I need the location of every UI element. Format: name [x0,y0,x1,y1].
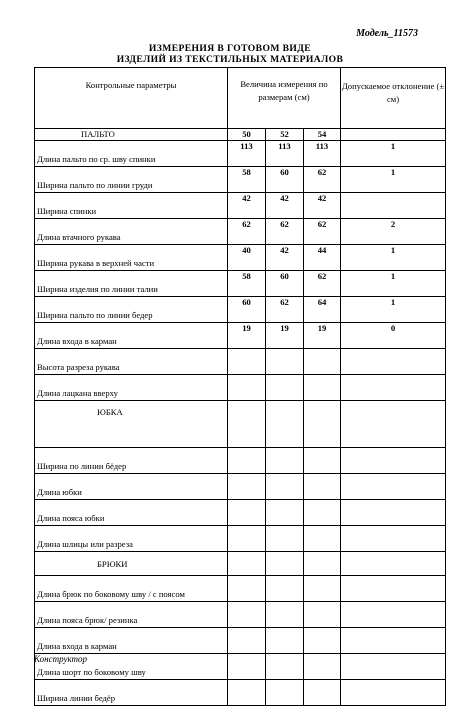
size-value-cell [266,448,304,474]
size-value-cell [304,448,341,474]
empty-cell [304,552,341,576]
size-value-cell [228,349,266,375]
tolerance-cell [341,349,446,375]
document-subtitle: ИЗДЕЛИЙ ИЗ ТЕКСТИЛЬНЫХ МАТЕРИАЛОВ [116,54,344,65]
tolerance-cell [341,680,446,706]
size-value-cell: 64 [304,297,341,323]
header-sizes: Величина измерения по размерам (см) [228,68,341,129]
row-label: Ширина пальто по линии груди [35,167,228,193]
size-value-cell: 113 [304,141,341,167]
tolerance-cell: 1 [341,297,446,323]
tolerance-cell [341,602,446,628]
trousers-section-label: БРЮКИ [35,552,228,576]
row-label: Длина юбки [35,474,228,500]
size-value-cell [304,654,341,680]
tolerance-cell [341,628,446,654]
size-value-cell [228,680,266,706]
table-row [35,654,446,680]
size-value-cell: 42 [228,193,266,219]
table-row [35,500,446,526]
row-label: Длина лацкана вверху [35,375,228,401]
row-label: Ширина по линии бёдер [35,448,228,474]
table-row [35,526,446,552]
model-number: Модель_11573 [356,28,418,39]
trousers-section-row [35,552,446,576]
empty-cell [266,401,304,448]
size-value-cell: 58 [228,167,266,193]
size-cell: 54 [304,129,341,141]
tolerance-cell [341,474,446,500]
tolerance-cell [341,500,446,526]
size-cell: 50 [228,129,266,141]
size-value-cell [228,474,266,500]
size-value-cell: 62 [304,271,341,297]
tolerance-cell: 1 [341,245,446,271]
tolerance-cell: 2 [341,219,446,245]
size-value-cell [304,628,341,654]
coat-size-row [35,129,446,141]
size-value-cell: 42 [266,193,304,219]
row-label: Ширина пальто по линии бедер [35,297,228,323]
empty-cell [228,401,266,448]
row-label: Высота разреза рукава [35,349,228,375]
size-value-cell: 42 [266,245,304,271]
size-value-cell [304,500,341,526]
size-value-cell [304,680,341,706]
tolerance-cell [341,526,446,552]
size-value-cell: 113 [228,141,266,167]
row-label: Ширина рукава в верхней части [35,245,228,271]
row-label: Длина входа в карман [35,628,228,654]
size-value-cell [266,474,304,500]
row-label: Длина втачного рукава [35,219,228,245]
empty-cell [341,552,446,576]
table-row [35,167,446,193]
size-value-cell [228,500,266,526]
size-value-cell [304,602,341,628]
size-value-cell [228,576,266,602]
size-value-cell: 44 [304,245,341,271]
size-value-cell [266,680,304,706]
size-value-cell: 19 [228,323,266,349]
empty-cell [304,401,341,448]
table-header [35,68,446,129]
tolerance-cell [341,193,446,219]
size-value-cell [266,375,304,401]
table-row [35,323,446,349]
table-row [35,375,446,401]
header-tolerance: Допускаемое отклонение (± см) [341,68,446,129]
size-value-cell [266,602,304,628]
size-value-cell: 62 [266,297,304,323]
tolerance-cell: 1 [341,271,446,297]
tolerance-cell: 1 [341,141,446,167]
tolerance-cell: 0 [341,323,446,349]
skirt-section-row [35,401,446,448]
size-value-cell [266,500,304,526]
table-row [35,245,446,271]
measurements-table [34,67,446,706]
size-value-cell [228,448,266,474]
size-value-cell [228,526,266,552]
size-value-cell [228,654,266,680]
size-value-cell [228,602,266,628]
size-value-cell [304,526,341,552]
table-row [35,349,446,375]
header-params: Контрольные параметры [35,68,228,129]
size-value-cell: 60 [266,271,304,297]
size-cell: 52 [266,129,304,141]
size-value-cell [266,526,304,552]
size-value-cell [228,628,266,654]
tolerance-cell [341,576,446,602]
table-row [35,576,446,602]
table-row [35,628,446,654]
skirt-section-label: ЮБКА [35,401,228,448]
size-value-cell [304,349,341,375]
table-row [35,680,446,706]
row-label: Длина шорт по боковому шву [35,654,228,680]
size-value-cell: 60 [266,167,304,193]
empty-cell [341,401,446,448]
tolerance-cell [341,448,446,474]
tolerance-cell: 1 [341,167,446,193]
coat-section-label: ПАЛЬТО [35,129,228,141]
size-value-cell [266,628,304,654]
row-label: Ширина спинки [35,193,228,219]
row-label: Ширина изделия по линии талии [35,271,228,297]
size-value-cell: 62 [304,219,341,245]
size-value-cell: 62 [266,219,304,245]
table-row [35,193,446,219]
size-value-cell [304,474,341,500]
table-row [35,448,446,474]
size-value-cell [304,576,341,602]
size-value-cell: 113 [266,141,304,167]
row-label: Длина брюк по боковому шву / с поясом [35,576,228,602]
table-row [35,474,446,500]
size-value-cell: 19 [304,323,341,349]
size-value-cell: 60 [228,297,266,323]
row-label: Длина шлицы или разреза [35,526,228,552]
size-cell [341,129,446,141]
size-value-cell: 19 [266,323,304,349]
empty-cell [228,552,266,576]
row-label: Ширина линии бедёр [35,680,228,706]
size-value-cell [266,349,304,375]
document-title: ИЗМЕРЕНИЯ В ГОТОВОМ ВИДЕ [148,43,312,54]
size-value-cell [266,576,304,602]
row-label: Длина входа в карман [35,323,228,349]
table-row [35,297,446,323]
size-value-cell: 40 [228,245,266,271]
table-row [35,602,446,628]
size-value-cell: 62 [304,167,341,193]
empty-cell [266,552,304,576]
tolerance-cell [341,375,446,401]
table-row [35,219,446,245]
size-value-cell: 62 [228,219,266,245]
designer-signature-label: Конструктор [34,654,88,664]
row-label: Длина пояса брюк/ резинка [35,602,228,628]
size-value-cell [266,654,304,680]
size-value-cell [304,375,341,401]
table-row [35,141,446,167]
row-label: Длина пояса юбки [35,500,228,526]
table-row [35,271,446,297]
size-value-cell: 42 [304,193,341,219]
tolerance-cell [341,654,446,680]
size-value-cell: 58 [228,271,266,297]
size-value-cell [228,375,266,401]
row-label: Длина пальто по ср. шву спинки [35,141,228,167]
